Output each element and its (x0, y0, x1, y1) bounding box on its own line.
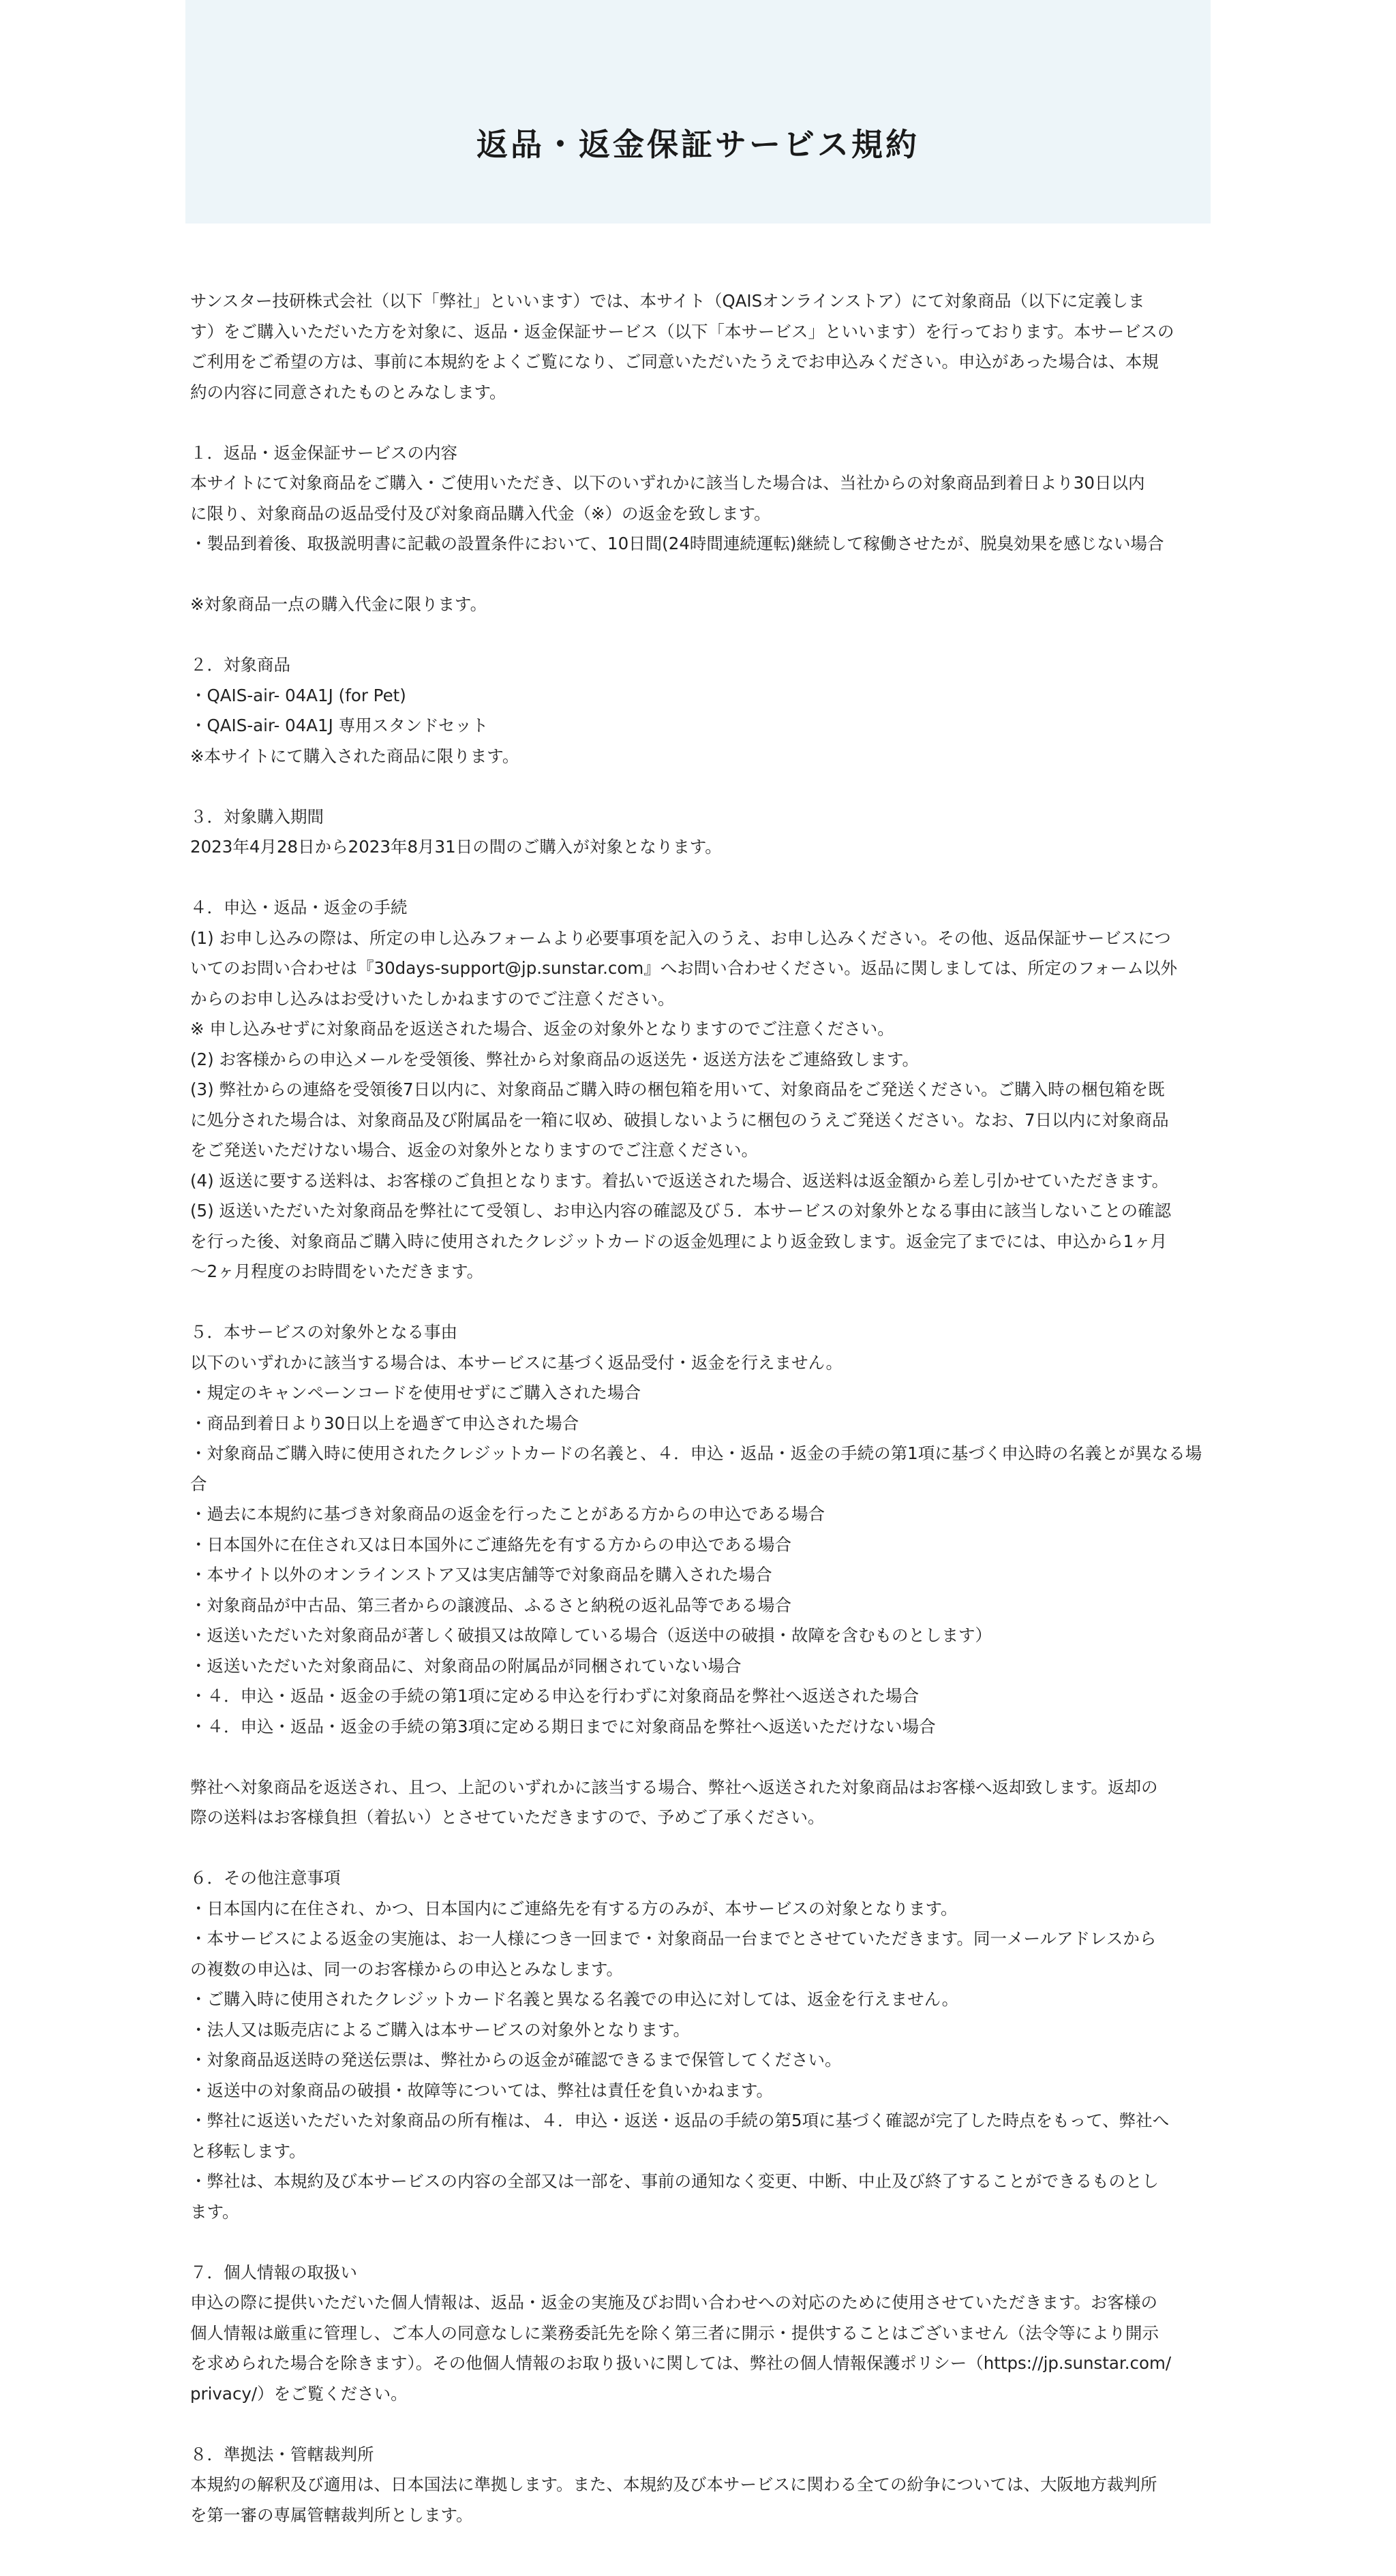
terms-content (190, 286, 1213, 2530)
section-8-heading: ８．準拠法・管轄裁判所 (190, 2444, 374, 2464)
section-2-heading: ２．対象商品 (190, 655, 290, 675)
section-7-heading: ７．個人情報の取扱い (190, 2262, 357, 2282)
section-5-body: 以下のいずれかに該当する場合は、本サービスに基づく返品受付・返金を行えません。 ・規定のキャンペーンコードを使用せずにご購入された場合 ・商品到着日より30日以上を過ぎて申込された場合 ・対象商品ご購入時に使用されたクレジットカードの名義と、４．申込・返品・返金の手続の第1項に基づく申込時の名義とが異なる場合 ・過去に本規約に基づき対象商品の返金を行ったことがある方からの申込である場合 ・日本国外に在住され又は日本国外にご連絡先を有する方からの申込である場合 ・本サイト以外のオンラインストア又は実店舗等で対象商品を購入された場合 ・対象商品が中古品、第三者からの譲渡品、ふるさと納税の返礼品等である場合 ・返送いただいた対象商品が著しく破損又は故障している場合（返送中の破損・故障を含むものとします） ・返送いただいた対象商品に、対象商品の附属品が同梱されていない場合 ・４．申込・返品・返金の手続の第1項に定める申込を行わずに対象商品を弊社へ返送された場合 ・４．申込・返品・返金の手続の第3項に定める期日までに対象商品を弊社へ返送いただけない場合 (190, 1352, 1202, 1736)
section-1-body: 本サイトにて対象商品をご購入・ご使用いただき、以下のいずれかに該当した場合は、当社からの対象商品到着日より30日以内 に限り、対象商品の返品受付及び対象商品購入代金（※）の返金を致します。 ・製品到着後、取扱説明書に記載の設置条件において、10日間(24時間連続運転)継続して稼働させたが、脱臭効果を感じない場合 (190, 473, 1164, 553)
section-2-body: ・QAIS-air- 04A1J (for Pet) ・QAIS-air- 04A1J 専用スタンドセット ※本サイトにて購入された商品に限ります。 (190, 685, 519, 766)
section-6-heading: ６．その他注意事項 (190, 1868, 341, 1888)
section-5-heading: ５．本サービスの対象外となる事由 (190, 1322, 457, 1342)
section-1-note: ※対象商品一点の購入代金に限ります。 (190, 594, 487, 614)
intro-paragraph: サンスター技研株式会社（以下「弊社」といいます）では、本サイト（QAISオンラインストア）にて対象商品（以下に定義しま す）をご購入いただいた方を対象に、返品・返金保証サービス（以下「本サービス」といいます）を行っております。本サービスの ご利用をご希望の方は、事前に本規約をよくご覧になり、ご同意いただいたうえでお申込みください。申込があった場合は、本規 約の内容に同意されたものとみなします。 (190, 291, 1174, 402)
section-5-note: 弊社へ対象商品を返送され、且つ、上記のいずれかに該当する場合、弊社へ返送された対象商品はお客様へ返却致します。返却の 際の送料はお客様負担（着払い）とさせていただきますので、予めご了承ください。 (190, 1777, 1158, 1827)
section-4-body: (1) お申し込みの際は、所定の申し込みフォームより必要事項を記入のうえ、お申し込みください。その他、返品保証サービスにつ いてのお問い合わせは『30days-support@jp.sunstar.com』へお問い合わせください。返品に関しましては、所定のフォーム以外 からのお申し込みはお受けいたしかねますのでご注意ください。 ※ 申し込みせずに対象商品を返送された場合、返金の対象外となりますのでご注意ください。 (2) お客様からの申込メールを受領後、弊社から対象商品の返送先・返送方法をご連絡致します。 (3) 弊社からの連絡を受領後7日以内に、対象商品ご購入時の梱包箱を用いて、対象商品をご発送ください。ご購入時の梱包箱を既 に処分された場合は、対象商品及び附属品を一箱に収め、破損しないように梱包のうえご発送ください。なお、7日以内に対象商品 をご発送いただけない場合、返金の対象外となりますのでご注意ください。 (4) 返送に要する送料は、お客様のご負担となります。着払いで返送された場合、返送料は返金額から差し引かせていただきます。 (5) 返送いただいた対象商品を弊社にて受領し、お申込内容の確認及び５．本サービスの対象外となる事由に該当しないことの確認 を行った後、対象商品ご購入時に使用されたクレジットカードの返金処理により返金致します。返金完了までには、申込から1ヶ月 〜2ヶ月程度のお時間をいただきます。 (190, 927, 1177, 1281)
section-3-heading: ３．対象購入期間 (190, 806, 324, 827)
section-6-body: ・日本国内に在住され、かつ、日本国内にご連絡先を有する方のみが、本サービスの対象となります。 ・本サービスによる返金の実施は、お一人様につき一回まで・対象商品一台までとさせていただきます。同一メールアドレスから の複数の申込は、同一のお客様からの申込とみなします。 ・ご購入時に使用されたクレジットカード名義と異なる名義での申込に対しては、返金を行えません。 ・法人又は販売店によるご購入は本サービスの対象外となります。 ・対象商品返送時の発送伝票は、弊社からの返金が確認できるまで保管してください。 ・返送中の対象商品の破損・故障等については、弊社は責任を負いかねます。 ・弊社に返送いただいた対象商品の所有権は、４．申込・返送・返品の手続の第5項に基づく確認が完了した時点をもって、弊社へ と移転します。 ・弊社は、本規約及び本サービスの内容の全部又は一部を、事前の通知なく変更、中断、中止及び終了することができるものとし ます。 (190, 1898, 1170, 2222)
section-1-heading: １．返品・返金保証サービスの内容 (190, 442, 457, 463)
section-8-body: 本規約の解釈及び適用は、日本国法に準拠します。また、本規約及び本サービスに関わる全ての紛争については、大阪地方裁判所 を第一審の専属管轄裁判所とします。 (190, 2474, 1157, 2525)
title-banner (185, 0, 1211, 224)
section-7-body: 申込の際に提供いただいた個人情報は、返品・返金の実施及びお問い合わせへの対応のために使用させていただきます。お客様の 個人情報は厳重に管理し、ご本人の同意なしに業務委託先を除く第三者に開示・提供することはございません（法令等により開示 を求められた場合を除きます）。その他個人情報のお取り扱いに関しては、弊社の個人情報保護ポリシー（https://jp.sunstar.com/ privacy/）をご覧ください。 (190, 2293, 1172, 2404)
section-4-heading: ４．申込・返品・返金の手続 (190, 898, 408, 917)
section-3-body: 2023年4月28日から2023年8月31日の間のご購入が対象となります。 (190, 837, 722, 857)
page-title: 返品・返金保証サービス規約 (476, 126, 920, 163)
